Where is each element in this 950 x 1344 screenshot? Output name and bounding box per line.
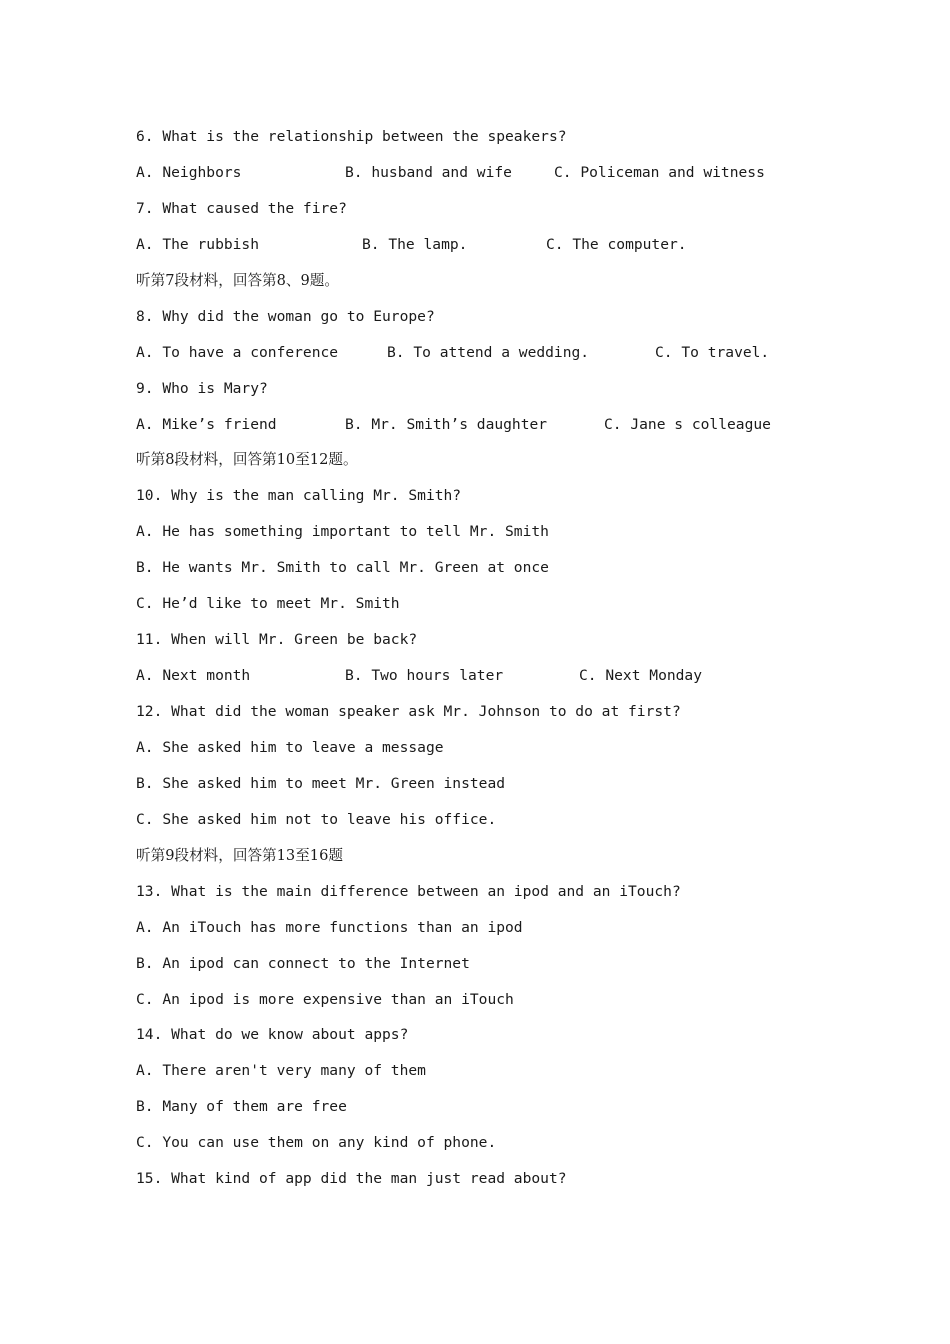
option-10c: C. He’d like to meet Mr. Smith [136, 595, 400, 613]
question-13: 13. What is the main difference between an ipod and an iTouch? [136, 882, 681, 900]
section-heading-7: 听第7段材料，回答第8、9题。 [136, 271, 339, 289]
option-a: A. The rubbish [136, 235, 260, 253]
option-14a: A. There aren't very many of them [136, 1062, 426, 1080]
option-a: A. Neighbors [136, 163, 242, 181]
options-row-q11 [136, 665, 836, 701]
option-c: C. The computer. [546, 235, 687, 253]
options-row-q8 [136, 342, 836, 378]
section-heading-9: 听第9段材料，回答第13至16题 [136, 846, 343, 864]
options-row-q9 [136, 414, 836, 450]
option-10b: B. He wants Mr. Smith to call Mr. Green at once [136, 559, 549, 577]
option-a: A. Next month [136, 667, 251, 685]
option-c: C. Jane s colleague [604, 415, 771, 433]
options-row-q7 [136, 234, 836, 270]
options-row-q6 [136, 162, 836, 198]
option-b: B. To attend a wedding. [387, 343, 590, 361]
option-b: B. Mr. Smith’s daughter [345, 415, 548, 433]
option-c: C. To travel. [655, 343, 770, 361]
question-14: 14. What do we know about apps? [136, 1026, 409, 1044]
option-a: A. To have a conference [136, 343, 339, 361]
option-a: A. Mike’s friend [136, 415, 277, 433]
option-b: B. husband and wife [345, 163, 512, 181]
question-12: 12. What did the woman speaker ask Mr. Johnson to do at first? [136, 703, 681, 720]
option-13a: A. An iTouch has more functions than an ipod [136, 918, 523, 936]
option-c: C. Next Monday [579, 667, 703, 685]
option-b: B. Two hours later [345, 667, 504, 685]
section-heading-8: 听第8段材料，回答第10至12题。 [136, 451, 358, 469]
option-c: C. Policeman and witness [554, 163, 765, 181]
question-15: 15. What kind of app did the man just read about? [136, 1170, 567, 1188]
option-13c: C. An ipod is more expensive than an iTouch [136, 990, 514, 1008]
question-10: 10. Why is the man calling Mr. Smith? [136, 487, 462, 505]
option-14b: B. Many of them are free [136, 1098, 347, 1116]
question-11: 11. When will Mr. Green be back? [136, 631, 418, 649]
exam-page [136, 126, 836, 1204]
option-13b: B. An ipod can connect to the Internet [136, 954, 470, 972]
option-12c: C. She asked him not to leave his office. [136, 810, 497, 828]
question-7: 7. What caused the fire? [136, 199, 347, 217]
option-14c: C. You can use them on any kind of phone. [136, 1134, 497, 1152]
question-8: 8. Why did the woman go to Europe? [136, 307, 435, 325]
option-12a: A. She asked him to leave a message [136, 738, 444, 756]
option-12b: B. She asked him to meet Mr. Green instead [136, 774, 506, 792]
option-b: B. The lamp. [362, 235, 468, 253]
option-10a: A. He has something important to tell Mr. Smith [136, 523, 549, 541]
question-6: 6. What is the relationship between the speakers? [136, 128, 567, 145]
question-9: 9. Who is Mary? [136, 379, 268, 397]
